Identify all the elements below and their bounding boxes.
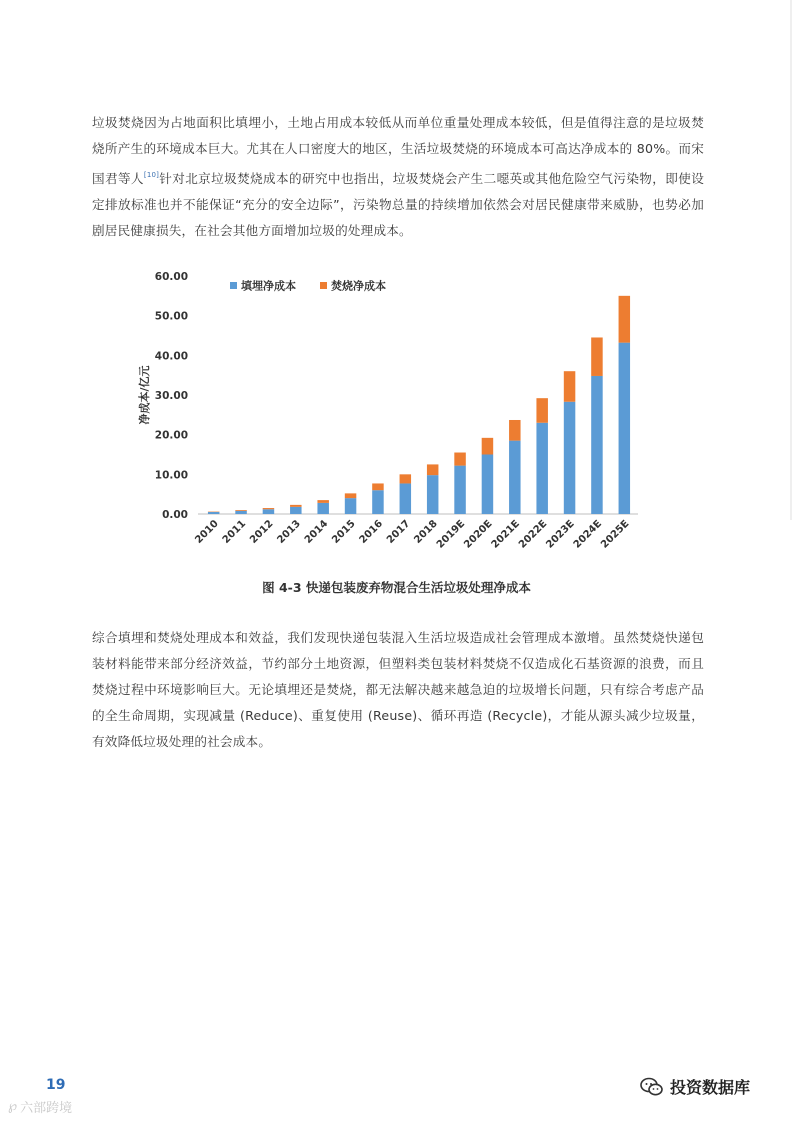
- bar-incineration: [509, 420, 520, 441]
- bar-landfill: [208, 512, 219, 514]
- y-tick-label: 40.00: [154, 350, 188, 363]
- x-tick-label: 2023E: [544, 518, 577, 551]
- wechat-icon: [640, 1076, 664, 1098]
- watermark-right: [640, 1075, 750, 1098]
- bar-incineration: [317, 500, 328, 503]
- bar-incineration: [454, 453, 465, 466]
- y-tick-label: 20.00: [154, 429, 188, 442]
- page-number: 19: [46, 1077, 66, 1093]
- bar-landfill: [372, 490, 383, 514]
- bar-landfill: [509, 441, 520, 514]
- x-tick-label: 2012: [248, 518, 276, 546]
- paragraph-conclusion: 综合填埋和焚烧处理成本和效益，我们发现快递包装混入生活垃圾造成社会管理成本激增。虽然焚烧快递包装材料能带来部分经济效益，节约部分土地资源，但塑料类包装材料焚烧不仅造成化石基资源的浪费，而且焚烧过程中环境影响巨大。无论填埋还是焚烧，都无法解决越来越急迫的垃圾增长问题，只有综合考虑产品的全生命周期，实现减量 (Reduce)、重复使用 (Reuse)、循环再造 (Recycle)，才能从源头减少垃圾量，有效降低垃圾处理的社会成本。: [92, 630, 704, 749]
- watermark-right-text: 投资数据库: [670, 1078, 751, 1097]
- bar-incineration: [400, 474, 411, 483]
- legend-swatch-incineration: [320, 282, 327, 289]
- bar-incineration: [536, 398, 547, 423]
- x-tick-label: 2020E: [462, 518, 495, 551]
- x-tick-label: 2022E: [517, 518, 550, 551]
- paragraph1-text-a: 垃圾焚烧因为占地面积比填埋小，土地占用成本较低从而单位重量处理成本较低，但是值得注意的是垃圾焚烧所产生的环境成本巨大。尤其在人口密度大的地区，生活垃圾焚烧的环境成本可高达净成本的 80%。而宋国君等人: [92, 115, 704, 186]
- x-tick-label: 2019E: [434, 518, 468, 551]
- x-tick-label: 2013: [275, 518, 303, 546]
- bar-landfill: [454, 466, 465, 514]
- bar-landfill: [317, 503, 328, 514]
- bar-incineration: [263, 508, 274, 509]
- page-edge-line: [790, 0, 792, 520]
- reference-marker[interactable]: [10]: [143, 171, 160, 179]
- bar-incineration: [345, 493, 356, 498]
- bar-landfill: [619, 343, 630, 514]
- x-tick-label: 2016: [357, 518, 386, 546]
- stacked-bar-chart: [130, 262, 650, 562]
- x-tick-label: 2025E: [599, 518, 632, 551]
- bar-landfill: [536, 423, 547, 514]
- bar-incineration: [372, 483, 383, 490]
- x-tick-label: 2011: [220, 518, 249, 546]
- bar-landfill: [591, 376, 602, 514]
- x-tick-label: 2015: [330, 518, 358, 546]
- legend-swatch-landfill: [230, 282, 237, 289]
- x-tick-label: 2021E: [489, 518, 522, 551]
- x-tick-label: 2024E: [571, 518, 605, 551]
- figure-caption: 图 4-3 快递包装废弃物混合生活垃圾处理净成本: [262, 580, 531, 595]
- legend-label-incineration: 焚烧净成本: [331, 279, 386, 293]
- watermark-left-text: 六部跨境: [20, 1101, 73, 1116]
- bar-incineration: [591, 337, 602, 375]
- bar-landfill: [427, 475, 438, 514]
- bar-landfill: [235, 511, 246, 514]
- y-axis-label: 净成本/亿元: [138, 365, 151, 425]
- paragraph1-text-b: 针对北京垃圾焚烧成本的研究中也指出，垃圾焚烧会产生二噁英或其他危险空气污染物，即使设定排放标准也并不能保证“充分的安全边际”，污染物总量的持续增加依然会对居民健康带来威胁，也势必加剧居民健康损失，在社会其他方面增加垃圾的处理成本。: [92, 171, 704, 238]
- y-tick-label: 60.00: [154, 271, 188, 283]
- y-tick-label: 0.00: [162, 509, 188, 521]
- bar-landfill: [400, 483, 411, 514]
- x-tick-label: 2017: [384, 518, 413, 546]
- y-tick-label: 50.00: [154, 310, 188, 323]
- logo-icon: ℘: [8, 1099, 18, 1114]
- watermark-left: [8, 1097, 72, 1116]
- y-tick-label: 30.00: [154, 390, 188, 402]
- bar-landfill: [263, 509, 274, 514]
- x-tick-label: 2010: [193, 518, 221, 546]
- paragraph-incineration-cost: [92, 110, 704, 244]
- bar-incineration: [619, 296, 630, 343]
- y-tick-label: 10.00: [154, 469, 188, 482]
- bar-incineration: [564, 371, 575, 402]
- bar-incineration: [235, 510, 246, 511]
- x-tick-label: 2014: [302, 518, 331, 546]
- x-tick-label: 2018: [412, 518, 440, 546]
- legend-label-landfill: 填埋净成本: [241, 279, 296, 293]
- bar-landfill: [564, 402, 575, 514]
- bar-incineration: [482, 438, 493, 455]
- bar-landfill: [482, 455, 493, 515]
- bar-incineration: [427, 464, 438, 475]
- bar-incineration: [290, 505, 301, 507]
- bar-landfill: [345, 498, 356, 514]
- bar-landfill: [290, 507, 301, 514]
